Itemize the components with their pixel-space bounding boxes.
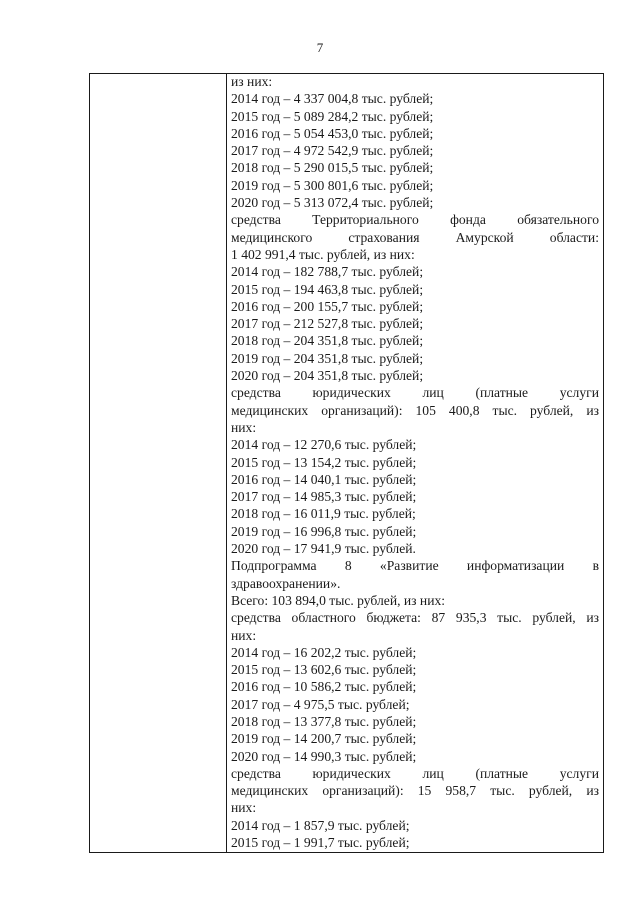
text-line: 2018 год – 13 377,8 тыс. рублей;: [231, 713, 417, 729]
text-line: 2019 год – 204 351,8 тыс. рублей;: [231, 350, 424, 366]
text-line: медицинского страхования Амурской области:: [231, 229, 599, 245]
text-line: 2016 год – 10 586,2 тыс. рублей;: [231, 679, 417, 695]
text-line: 2014 год – 4 337 004,8 тыс. рублей;: [231, 91, 434, 107]
text-line: 2018 год – 204 351,8 тыс. рублей;: [231, 333, 424, 349]
text-line: 2018 год – 16 011,9 тыс. рублей;: [231, 506, 416, 522]
text-line: Подпрограмма 8 «Развитие информатизации в: [231, 558, 599, 574]
text-line: 2020 год – 5 313 072,4 тыс. рублей;: [231, 195, 434, 211]
text-line: них:: [231, 800, 257, 816]
text-line: 2020 год – 17 941,9 тыс. рублей.: [231, 541, 416, 557]
text-line: 2019 год – 14 200,7 тыс. рублей;: [231, 731, 417, 747]
text-line: 2017 год – 212 527,8 тыс. рублей;: [231, 316, 424, 332]
text-line: 2020 год – 14 990,3 тыс. рублей;: [231, 748, 417, 764]
text-line: 2015 год – 194 463,8 тыс. рублей;: [231, 281, 424, 297]
page-number: 7: [316, 40, 324, 55]
text-line: Всего: 103 894,0 тыс. рублей, из них:: [231, 592, 446, 608]
text-line: 2019 год – 5 300 801,6 тыс. рублей;: [231, 177, 434, 193]
text-line: 2015 год – 5 089 284,2 тыс. рублей;: [231, 108, 434, 124]
text-line: из них:: [231, 74, 273, 89]
text-line: 2015 год – 13 154,2 тыс. рублей;: [231, 454, 417, 470]
text-line: 2019 год – 16 996,8 тыс. рублей;: [231, 523, 417, 539]
text-line: них:: [231, 419, 257, 435]
text-line: 2016 год – 14 040,1 тыс. рублей;: [231, 471, 417, 487]
text-line: средства Территориального фонда обязательного: [231, 212, 599, 228]
text-line: средства областного бюджета: 87 935,3 тыс. рублей, из: [231, 610, 599, 626]
text-line: 2015 год – 13 602,6 тыс. рублей;: [231, 662, 417, 678]
column-divider: [226, 73, 227, 853]
text-line: 2018 год – 5 290 015,5 тыс. рублей;: [231, 160, 434, 176]
text-line: 2016 год – 200 155,7 тыс. рублей;: [231, 298, 424, 314]
text-line: 2020 год – 204 351,8 тыс. рублей;: [231, 368, 424, 384]
text-line: здравоохранении».: [231, 575, 341, 591]
text-line: 2016 год – 5 054 453,0 тыс. рублей;: [231, 125, 434, 141]
text-line: 2014 год – 1 857,9 тыс. рублей;: [231, 817, 410, 833]
text-line: 2014 год – 16 202,2 тыс. рублей;: [231, 644, 417, 660]
text-line: средства юридических лиц (платные услуги: [231, 765, 599, 781]
text-line: 2017 год – 14 985,3 тыс. рублей;: [231, 489, 417, 505]
text-line: 2017 год – 4 972 542,9 тыс. рублей;: [231, 143, 434, 159]
text-line: 2017 год – 4 975,5 тыс. рублей;: [231, 696, 410, 712]
text-line: 1 402 991,4 тыс. рублей, из них:: [231, 246, 415, 262]
funding-text-column: [231, 73, 599, 851]
text-line: медицинских организаций): 105 400,8 тыс. рублей, из: [231, 402, 599, 418]
text-line: 2015 год – 1 991,7 тыс. рублей;: [231, 835, 410, 851]
text-line: них:: [231, 627, 257, 643]
text-line: 2014 год – 12 270,6 тыс. рублей;: [231, 437, 417, 453]
text-line: медицинских организаций): 15 958,7 тыс. рублей, из: [231, 783, 599, 799]
text-line: 2014 год – 182 788,7 тыс. рублей;: [231, 264, 424, 280]
text-line: средства юридических лиц (платные услуги: [231, 385, 599, 401]
